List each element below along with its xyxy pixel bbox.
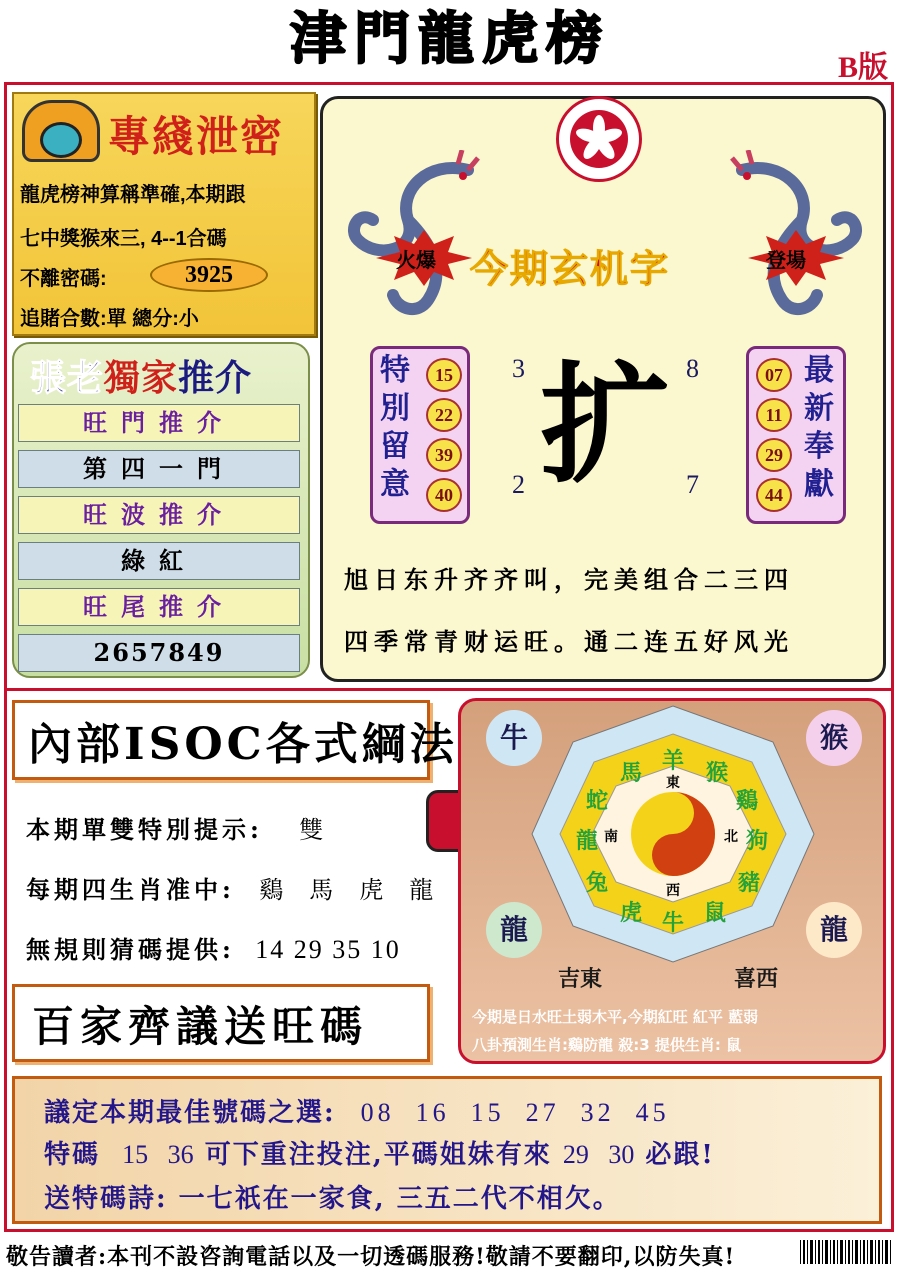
number-ball: 22 (426, 398, 462, 432)
corner-zodiac: 牛 (486, 710, 542, 766)
burst-left-text: 火爆 (396, 248, 436, 272)
corner-number: 7 (686, 470, 699, 499)
bagua-bottom-right: 喜西 (734, 966, 779, 992)
barcode-icon (798, 1238, 894, 1270)
special-char: 特 (380, 353, 410, 388)
corner-zodiac: 龍 (486, 902, 542, 958)
best-label: 議定本期最佳號碼之選: (44, 1098, 336, 1128)
zodiac-ring-dog: 狗 (746, 828, 769, 854)
poem-line-2: 四季常青财运旺。通二连五好风光 (344, 627, 794, 656)
family-title: 百家齊議送旺碼 (32, 1002, 369, 1051)
tip-row (26, 870, 443, 905)
special-char: 留 (380, 429, 410, 464)
best-line-3: 送特碼詩: 一七祇在一家食, 三五二代不相欠。 (44, 1184, 621, 1214)
number-ball: 40 (426, 478, 462, 512)
tip-label: 每期四生肖准中: (26, 875, 235, 904)
offer-char: 獻 (804, 467, 834, 502)
number-ball: 11 (756, 398, 792, 432)
number-ball: 39 (426, 438, 462, 472)
recommend-row: 旺門推介 (18, 404, 300, 442)
recommend-row: 旺尾推介 (18, 588, 300, 626)
offer-char: 奉 (804, 429, 834, 464)
tip-value: 14 29 35 10 (255, 935, 401, 964)
recommend-row: 綠紅 (18, 542, 300, 580)
best-numbers: 08 16 15 27 32 45 (360, 1098, 670, 1127)
number-ball: 15 (426, 358, 462, 392)
offer-char: 新 (804, 391, 834, 426)
number-ball: 07 (756, 358, 792, 392)
special-code-label: 特碼 (44, 1140, 101, 1170)
bagua-bottom-left: 吉東 (558, 966, 603, 992)
direction-north: 北 (724, 829, 738, 845)
corner-number: 3 (512, 354, 525, 383)
direction-east: 東 (666, 775, 680, 791)
poem-line-1: 旭日东升齐齐叫，完美组合二三四 (344, 565, 794, 594)
mystic-character: 扩 (540, 348, 671, 501)
recommend-row: 第四一門 (18, 450, 300, 488)
zodiac-ring-ox: 牛 (662, 910, 685, 936)
recommend-title-a: 張老 (30, 357, 105, 399)
recommend-row: 旺波推介 (18, 496, 300, 534)
recommend-title-b: 獨家 (104, 357, 179, 399)
best-line2-middle: 可下重注投注,平碼姐妹有來 (204, 1140, 552, 1170)
follow-numbers: 29 30 (562, 1140, 635, 1169)
latest-offer-label (804, 352, 834, 504)
zodiac-ring-tiger: 虎 (620, 900, 643, 926)
best-line-1 (44, 1092, 670, 1129)
zodiac-ring-rabbit: 兔 (586, 870, 609, 896)
tip-label: 本期單雙特別提示: (26, 815, 263, 844)
hotline-tail: 追賭合數:單 總分:小 (20, 308, 199, 330)
tip-value: 鷄 馬 虎 龍 (259, 878, 444, 904)
corner-number: 2 (512, 470, 525, 499)
zodiac-ring-pig: 豬 (738, 870, 761, 896)
recommend-title (30, 350, 252, 401)
corner-number: 8 (686, 354, 699, 383)
burst-right-text: 登場 (766, 248, 806, 272)
secret-code: 3925 (150, 258, 268, 292)
zodiac-ring-horse: 馬 (620, 760, 643, 786)
mystic-title: 今期玄机字 (470, 246, 671, 291)
tip-row (26, 810, 325, 845)
bagua-info-1: 今期是日水旺土弱木平,今期紅旺 紅平 藍弱 (472, 1008, 759, 1026)
bagua-info-2: 八卦預測生肖:鷄防龍 殺:3 提供生肖: 鼠 (472, 1036, 742, 1054)
zodiac-ring-rat: 鼠 (704, 900, 727, 926)
bauhinia-flower-icon (572, 112, 626, 166)
special-attention-label (380, 352, 410, 504)
hotline-title: 專綫泄密 (108, 112, 285, 161)
tip-value: 雙 (299, 818, 326, 844)
corner-zodiac: 龍 (806, 902, 862, 958)
special-char: 別 (380, 391, 410, 426)
zodiac-ring-monkey: 猴 (706, 760, 729, 786)
number-ball: 44 (756, 478, 792, 512)
section-divider (4, 688, 894, 691)
zodiac-ring-snake: 蛇 (586, 788, 609, 814)
special-code-numbers: 15 36 (122, 1140, 194, 1169)
recommend-row: 2657849 (18, 634, 300, 672)
direction-west: 西 (666, 883, 680, 899)
zodiac-ring-rooster: 鷄 (736, 788, 759, 814)
hotline-line-2: 七中獎猴來三, 4--1合碼 (20, 228, 227, 250)
tip-row (26, 930, 401, 965)
recommend-title-c: 推介 (178, 357, 253, 399)
page-title: 津門龍虎榜 (290, 6, 610, 72)
corner-zodiac: 猴 (806, 710, 862, 766)
zodiac-ring-sheep: 羊 (662, 748, 685, 774)
zodiac-ring-dragon: 龍 (576, 828, 599, 854)
number-ball: 29 (756, 438, 792, 472)
special-char: 意 (380, 467, 410, 502)
footer-notice: 敬告讀者:本刊不設咨詢電話以及一切透碼服務!敬請不要翻印,以防失真! (6, 1244, 736, 1270)
offer-char: 最 (804, 353, 834, 388)
secret-code-label: 不離密碼: (20, 268, 107, 290)
tip-label: 無規則猜碼提供: (26, 935, 235, 964)
phone-dial-icon (40, 122, 82, 158)
isoc-title: 內部ISOC各式綱法 (28, 719, 458, 770)
hotline-line-1: 龍虎榜神算稱準確,本期跟 (20, 184, 246, 206)
direction-south: 南 (604, 829, 618, 845)
edition-label: B版 (837, 51, 888, 84)
best-line-2 (44, 1134, 715, 1171)
best-line2-end: 必跟! (645, 1140, 715, 1170)
